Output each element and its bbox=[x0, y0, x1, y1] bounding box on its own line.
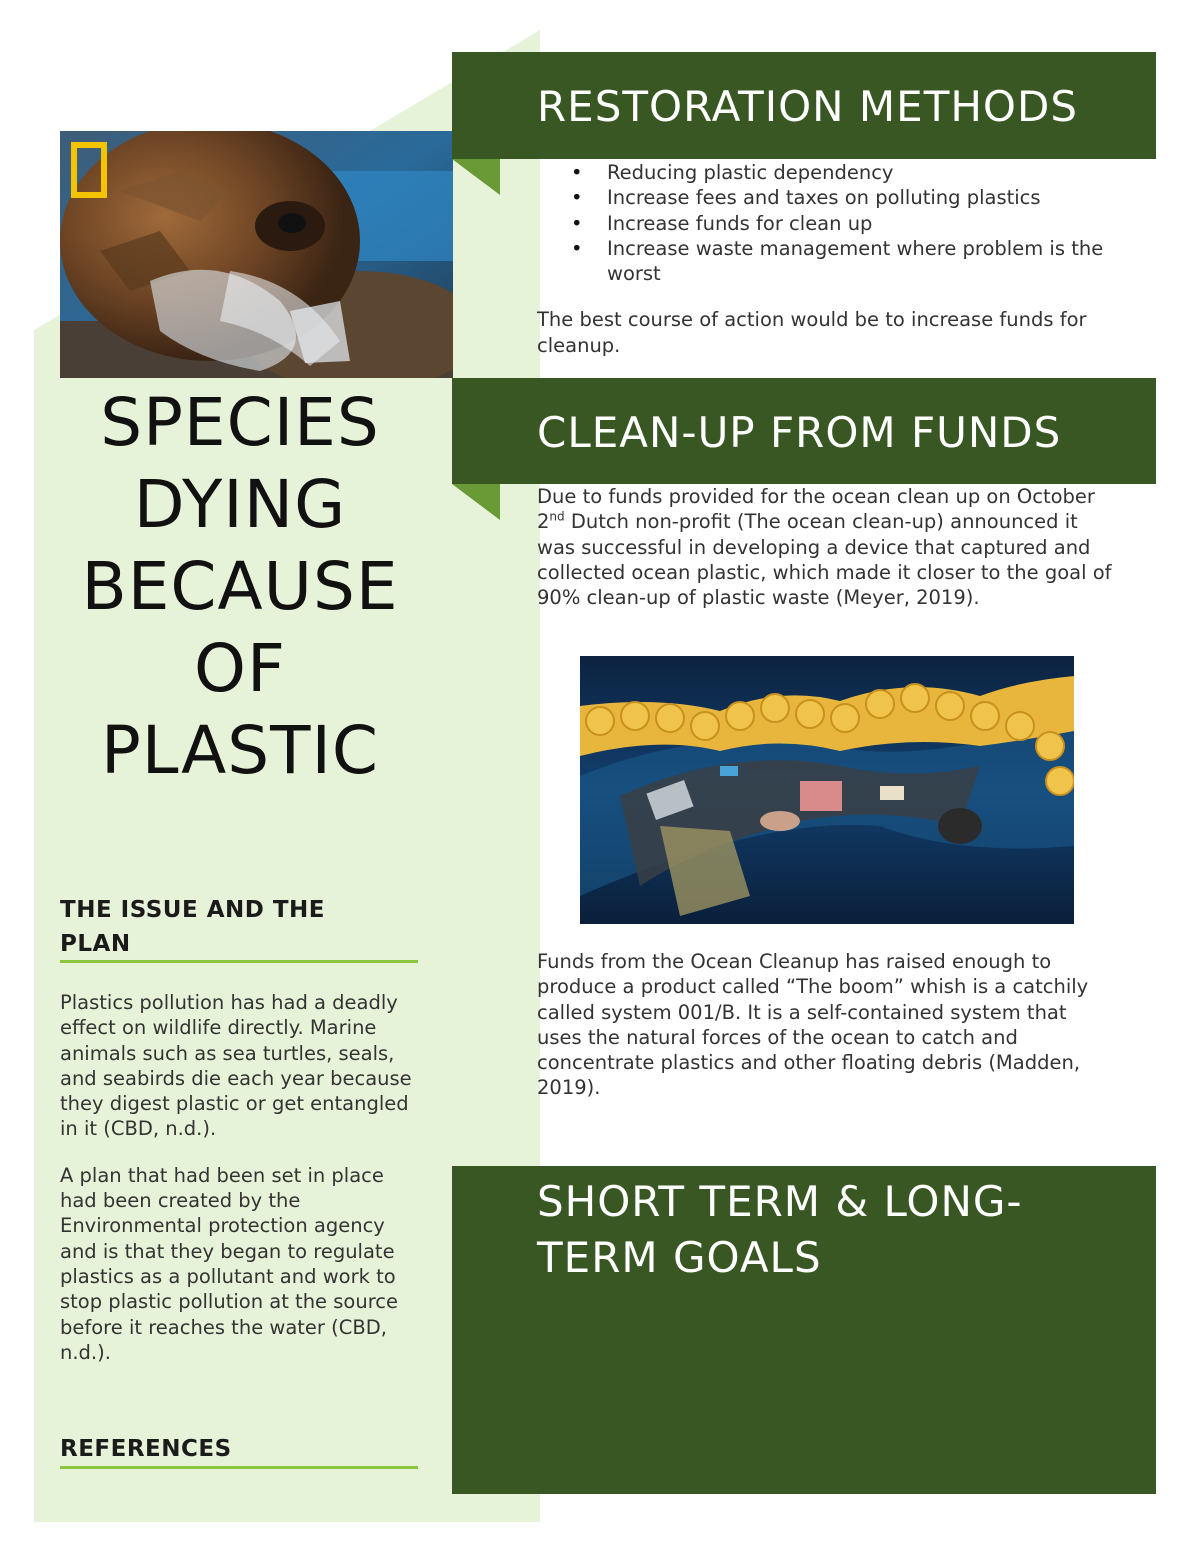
headline-line: OF bbox=[194, 630, 286, 707]
cleanup-text-start: Due to funds provided for the ocean clean up on October 2 bbox=[537, 485, 1095, 534]
issue-heading: THE ISSUE AND THE PLAN bbox=[60, 897, 326, 957]
page-headline bbox=[60, 382, 420, 792]
cleanup-banner bbox=[452, 378, 1156, 484]
references-heading-rule bbox=[60, 1466, 418, 1469]
restoration-banner bbox=[452, 52, 1156, 159]
headline-line: DYING bbox=[133, 466, 347, 543]
list-item: • Increase funds for clean up bbox=[607, 211, 1127, 236]
restoration-list bbox=[537, 160, 1127, 286]
headline-line: SPECIES bbox=[100, 384, 380, 461]
restoration-banner-tab bbox=[452, 159, 500, 195]
issue-paragraph: Plastics pollution has had a deadly effect on wildlife directly. Marine animals such as sea turtles, seals, and seabirds die each year because they digest plastic or get entangled in it (CBD, n.d.). bbox=[60, 991, 412, 1141]
issue-heading-rule bbox=[60, 960, 418, 963]
restoration-title: RESTORATION METHODS bbox=[537, 82, 1078, 131]
cleanup-banner-tab bbox=[452, 484, 500, 520]
plan-paragraph: A plan that had been set in place had been created by the Environmental protection agency and is that they began to regulate plastics as a pollutant and work to stop plastic pollution at the source before it reaches the water (CBD, n.d.). bbox=[60, 1163, 399, 1364]
cleanup-text-end: Dutch non-profit (The ocean clean-up) announced it was successful in developing a device that captured and collected ocean plastic, which made it closer to the goal of 90% clean-up of plastic waste (Meyer, 2019). bbox=[537, 510, 1112, 610]
restoration-content bbox=[537, 160, 1127, 358]
list-item: • Increase fees and taxes on polluting plastics bbox=[607, 185, 1127, 210]
cleanup-title: CLEAN-UP FROM FUNDS bbox=[537, 408, 1062, 457]
issue-text bbox=[60, 990, 425, 1386]
cleanup-paragraph-1 bbox=[537, 484, 1112, 610]
headline-line: PLASTIC bbox=[101, 712, 379, 789]
ordinal-suffix: nd bbox=[549, 509, 565, 524]
list-item: • Reducing plastic dependency bbox=[607, 160, 1127, 185]
headline-line: BECAUSE bbox=[81, 548, 399, 625]
restoration-conclusion: The best course of action would be to increase funds for cleanup. bbox=[537, 308, 1087, 357]
goals-title: SHORT TERM & LONG-TERM GOALS bbox=[537, 1177, 1023, 1282]
references-heading: REFERENCES bbox=[60, 1436, 232, 1462]
cleanup-paragraph-2: Funds from the Ocean Cleanup has raised enough to produce a product called “The boom” whish is a catchily called system 001/B. It is a self-contained system that uses the natural forces of the ocean to catch and concentrate plastics and other floating debris (Madden, 2019). bbox=[537, 950, 1089, 1100]
list-item: • Increase waste management where problem is the worst bbox=[607, 236, 1127, 287]
goals-banner bbox=[452, 1166, 1156, 1494]
turtle-plastic-photo bbox=[60, 131, 453, 378]
ocean-boom-photo bbox=[580, 656, 1074, 924]
